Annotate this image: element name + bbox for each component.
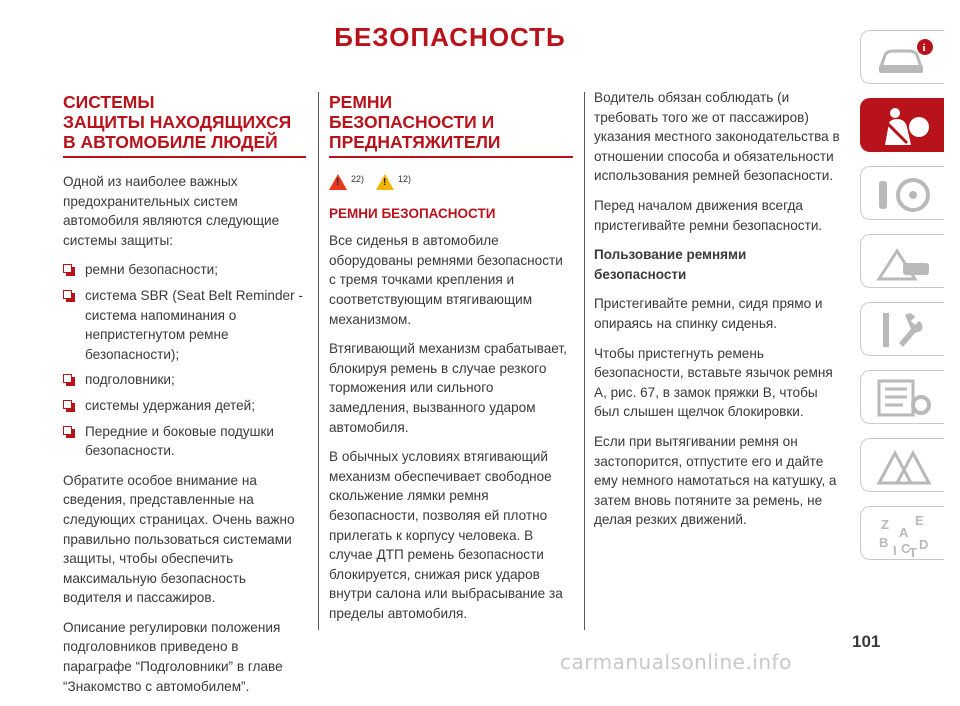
bullet-square-icon xyxy=(63,374,72,383)
subheading-using-seatbelts: Пользование ремнями безопасности xyxy=(594,247,747,282)
tab-safety[interactable] xyxy=(860,98,944,152)
seatbelts-paragraph-1: Все сиденья в автомобиле оборудованы ремнями безопасности с тремя точками крепления и соответствующим втягивающим механизмом. xyxy=(329,233,563,327)
seatbelts-paragraph-3: В обычных условиях втягивающий механизм обеспечивает свободное скольжение лямки ремня безопасности, позволяя ей плотно прилегать к корпусу человека. В случае ДТП ремень безопасности блокируется, снижая риск ударов внутри салона или выбрасывание за пределы автомобиля. xyxy=(329,449,563,621)
column-divider xyxy=(584,92,585,630)
list-item: подголовники; xyxy=(63,370,306,390)
column-divider xyxy=(318,92,319,630)
watermark: carmanualsonline.info xyxy=(560,650,792,674)
subheading-seatbelts: РЕМНИ БЕЗОПАСНОСТИ xyxy=(329,205,496,221)
svg-text:I: I xyxy=(893,543,897,558)
tab-alphabetical-index[interactable] xyxy=(860,506,944,560)
bullet-square-icon xyxy=(63,426,72,435)
headrest-reference-paragraph: Описание регулировки положения подголовников приведено в параграфе “Подголовники” в главе “Знакомство с автомобилем”. xyxy=(63,619,283,694)
tab-emergency[interactable] xyxy=(860,234,944,288)
svg-text:C: C xyxy=(901,541,911,556)
using-paragraph-3: Если при вытягивании ремня он застопорится, отпустите его и дайте ему немного намотаться на катушку, а затем вновь потяните за ремень, не делая резких движений. xyxy=(594,433,837,528)
svg-text:A: A xyxy=(899,525,909,540)
list-item: системы удержания детей; xyxy=(63,396,306,416)
svg-text:i: i xyxy=(922,42,926,54)
page-number: 101 xyxy=(852,632,881,651)
column-2 xyxy=(329,92,573,633)
dashboard-key-icon xyxy=(875,173,935,215)
column-3 xyxy=(594,88,840,540)
bullet-square-icon xyxy=(63,264,72,273)
section-heading-protection-systems: СИСТЕМЫ ЗАЩИТЫ НАХОДЯЩИХСЯ В АВТОМОБИЛЕ ЛЮДЕЙ xyxy=(63,92,306,158)
section-heading-seatbelts-pretensioners: РЕМНИ БЕЗОПАСНОСТИ И ПРЕДНАТЯЖИТЕЛИ xyxy=(329,92,573,158)
warning-triangle-icon: ! xyxy=(329,174,347,190)
tab-multimedia[interactable] xyxy=(860,438,944,492)
wrench-screwdriver-icon xyxy=(875,309,935,351)
seatbelt-airbag-icon xyxy=(875,105,935,147)
list-item: Передние и боковые подушки безопасности. xyxy=(63,422,306,461)
warning-ref: 22) xyxy=(351,174,365,184)
svg-text:B: B xyxy=(879,535,889,550)
using-paragraph-1: Пристегивайте ремни, сидя прямо и опираясь на спинку сиденья. xyxy=(594,296,823,331)
spec-sheet-gear-icon xyxy=(875,377,935,419)
tab-specifications[interactable] xyxy=(860,370,944,424)
attention-paragraph: Обратите особое внимание на сведения, представленные на следующих страницах. Очень важно правильно пользоваться системами защиты, чтобы обеспечить максимальную безопасность водителя и пассажиров. xyxy=(63,472,295,606)
svg-text:T: T xyxy=(909,545,917,559)
alphabet-index-icon xyxy=(875,513,935,559)
bullet-square-icon xyxy=(63,290,72,299)
tab-car-info[interactable] xyxy=(860,30,944,84)
multimedia-icon xyxy=(875,445,935,487)
list-item: ремни безопасности; xyxy=(63,260,306,280)
road-emergency-icon xyxy=(875,241,935,283)
svg-text:D: D xyxy=(919,537,929,552)
column-1 xyxy=(63,92,306,706)
protection-systems-list xyxy=(63,260,306,460)
list-item: система SBR (Seat Belt Reminder - система напоминания о непристегнутом ремне безопасности); xyxy=(63,286,306,364)
intro-paragraph: Одной из наиболее важных предохранительных систем автомобиля являются следующие системы защиты: xyxy=(63,174,280,248)
bullet-square-icon xyxy=(63,400,72,409)
page-title: БЕЗОПАСНОСТЬ xyxy=(334,22,566,52)
svg-text:Z: Z xyxy=(881,517,889,532)
fasten-before-driving-paragraph: Перед началом движения всегда пристегивайте ремни безопасности. xyxy=(594,197,823,233)
caution-ref: 12) xyxy=(398,174,412,184)
using-paragraph-2: Чтобы пристегнуть ремень безопасности, вставьте язычок ремня A, рис. 67, в замок пряжки B, чтобы был слышен щелчок блокировки. xyxy=(594,345,833,420)
seatbelts-paragraph-2: Втягивающий механизм срабатывает, блокируя ремень в случае резкого торможения или сильного замедления, вызванного ударом автомобиля. xyxy=(329,341,567,435)
svg-text:E: E xyxy=(915,513,924,528)
tab-start-driving[interactable] xyxy=(860,166,944,220)
driver-obligation-paragraph: Водитель обязан соблюдать (и требовать того же от пассажиров) указания местного законодательства в отношении способа и обязательности использования ремней безопасности. xyxy=(594,90,840,184)
tab-maintenance[interactable] xyxy=(860,302,944,356)
warning-references xyxy=(329,170,573,190)
car-info-icon xyxy=(875,37,935,79)
caution-triangle-icon: ! xyxy=(376,174,394,190)
